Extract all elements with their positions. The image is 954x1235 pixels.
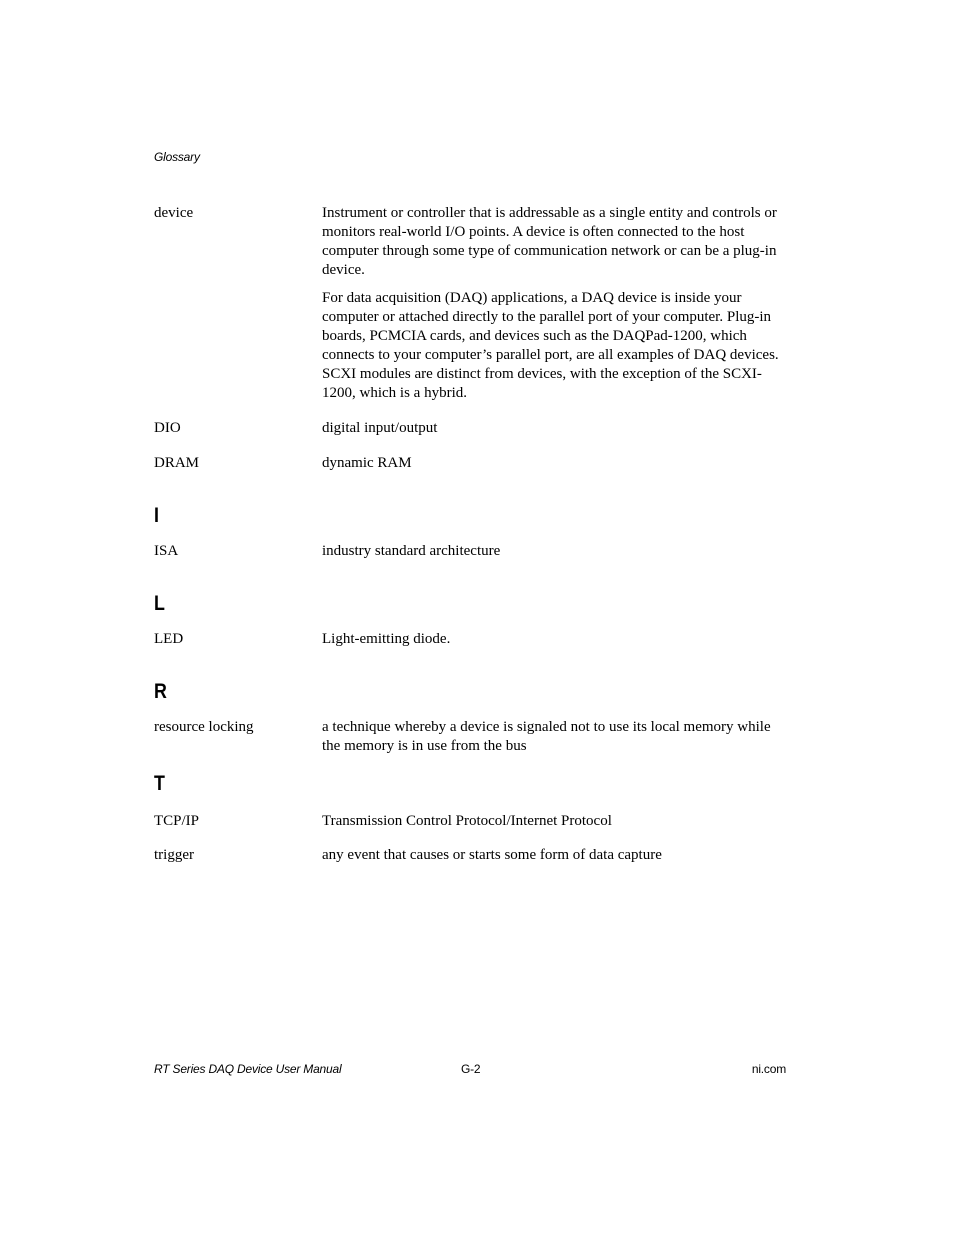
definition-paragraph: any event that causes or starts some form of data capture [322, 847, 662, 863]
glossary-entry-resource-locking [154, 718, 794, 756]
glossary-term: TCP/IP [154, 813, 200, 829]
definition-paragraph: Instrument or controller that is addressable as a single entity and controls or monitors real-world I/O points. A device is often connected to the host computer through some type of communication network or can be a plug-in device. [322, 205, 777, 278]
definition-paragraph: Transmission Control Protocol/Internet Protocol [322, 813, 612, 829]
footer-manual-title: RT Series DAQ Device User Manual [154, 1062, 342, 1076]
glossary-term: resource locking [154, 719, 254, 735]
glossary-entry-tcp-ip [154, 812, 794, 831]
section-letter-l: L [154, 592, 165, 615]
glossary-term: DIO [154, 420, 181, 436]
glossary-entry-device [154, 204, 794, 403]
definition-paragraph: For data acquisition (DAQ) applications, a DAQ device is inside your computer or attached directly to the parallel port of your computer. Plug-in boards, PCMCIA cards, and devices such as the DAQPad-1200, which connects to your computer’s parallel port, are all examples of DAQ devices. SCXI modules are distinct from devices, with the exception of the SCXI-1200, which is a hybrid. [322, 290, 779, 401]
glossary-definition [322, 419, 784, 438]
definition-paragraph: dynamic RAM [322, 455, 412, 471]
section-letter-i: I [154, 504, 159, 527]
glossary-definition [322, 204, 784, 403]
glossary-definition [322, 454, 784, 473]
glossary-term: trigger [154, 847, 194, 863]
footer-page-number: G-2 [461, 1062, 481, 1076]
glossary-entry-led [154, 630, 794, 649]
section-letter-r: R [154, 680, 167, 703]
running-head: Glossary [154, 150, 200, 164]
glossary-term: ISA [154, 543, 179, 559]
definition-paragraph: digital input/output [322, 420, 438, 436]
glossary-term: LED [154, 631, 184, 647]
glossary-definition [322, 846, 784, 865]
glossary-term: DRAM [154, 455, 200, 471]
glossary-definition [322, 718, 784, 756]
glossary-definition [322, 630, 784, 649]
glossary-entry-isa [154, 542, 794, 561]
glossary-entry-dram [154, 454, 794, 473]
glossary-definition [322, 542, 784, 561]
section-letter-t: T [154, 772, 165, 795]
glossary-term: device [154, 205, 194, 221]
glossary-list [154, 204, 794, 865]
definition-paragraph: Light-emitting diode. [322, 631, 451, 647]
glossary-entry-trigger [154, 846, 794, 865]
definition-paragraph: industry standard architecture [322, 543, 501, 559]
definition-paragraph: a technique whereby a device is signaled not to use its local memory while the memory is in use from the bus [322, 719, 771, 754]
glossary-definition [322, 812, 784, 831]
footer-website: ni.com [751, 1062, 786, 1076]
glossary-entry-dio [154, 419, 794, 438]
